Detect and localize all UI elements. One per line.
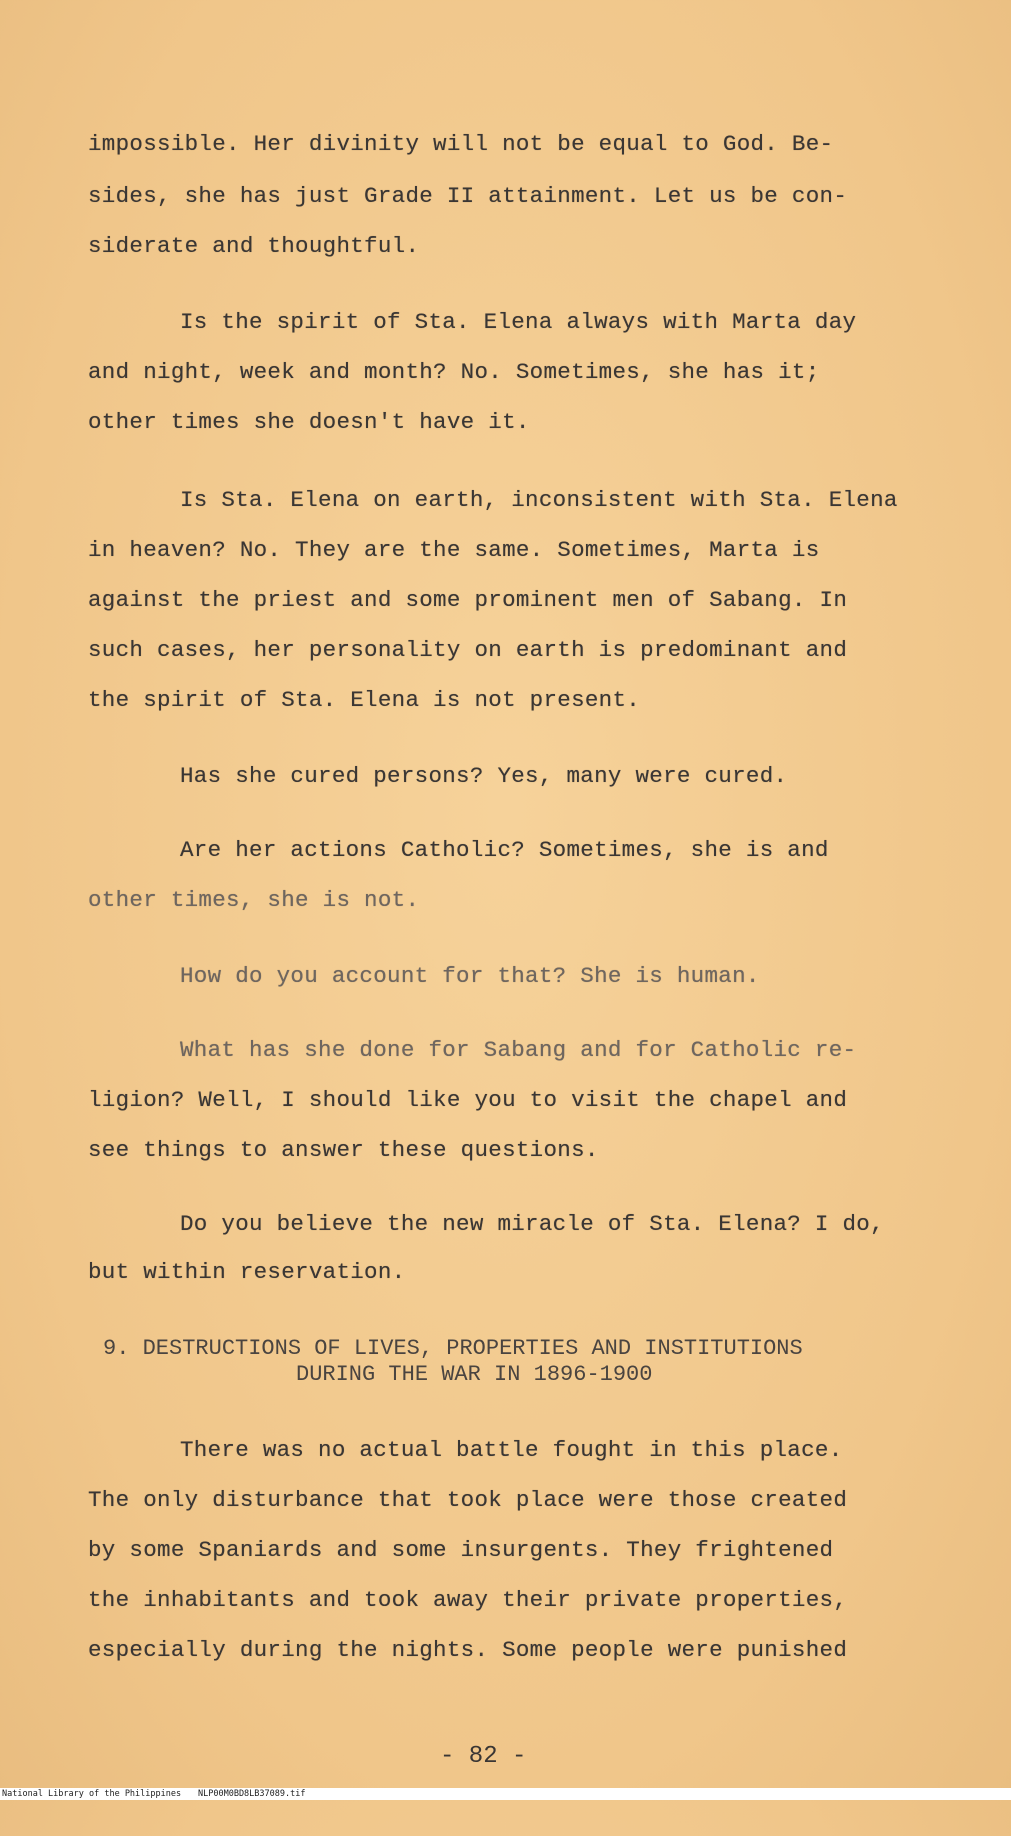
text-line: but within reservation. bbox=[88, 1259, 406, 1285]
section-heading: 9. DESTRUCTIONS OF LIVES, PROPERTIES AND INSTITUTIONS bbox=[103, 1336, 803, 1361]
text-line: other times, she is not. bbox=[88, 887, 420, 913]
section-heading-subtitle: DURING THE WAR IN 1896-1900 bbox=[296, 1362, 653, 1387]
text-line: such cases, her personality on earth is predominant and bbox=[88, 637, 848, 663]
text-line: There was no actual battle fought in this place. bbox=[180, 1437, 843, 1463]
text-line: and night, week and month? No. Sometimes, she has it; bbox=[88, 359, 820, 385]
text-line: see things to answer these questions. bbox=[88, 1137, 599, 1163]
scan-footer bbox=[0, 1788, 1011, 1800]
text-line: Is Sta. Elena on earth, inconsistent with Sta. Elena bbox=[180, 487, 898, 513]
text-line: What has she done for Sabang and for Catholic re- bbox=[180, 1037, 857, 1063]
text-line: Do you believe the new miracle of Sta. Elena? I do, bbox=[180, 1211, 884, 1237]
text-line: siderate and thoughtful. bbox=[88, 233, 420, 259]
text-line: impossible. Her divinity will not be equal to God. Be- bbox=[88, 131, 834, 157]
page-number: - 82 - bbox=[440, 1743, 527, 1770]
text-line: ligion? Well, I should like you to visit the chapel and bbox=[88, 1087, 848, 1113]
text-line: Is the spirit of Sta. Elena always with Marta day bbox=[180, 309, 857, 335]
text-line: other times she doesn't have it. bbox=[88, 409, 530, 435]
footer-library-name: National Library of the Philippines bbox=[2, 1789, 182, 1799]
text-line: the inhabitants and took away their private properties, bbox=[88, 1587, 848, 1613]
footer-file-id: NLP00M0BD8LB37089.tif bbox=[198, 1789, 306, 1799]
text-line: The only disturbance that took place were those created bbox=[88, 1487, 848, 1513]
text-line: by some Spaniards and some insurgents. They frightened bbox=[88, 1537, 834, 1563]
text-line: in heaven? No. They are the same. Sometimes, Marta is bbox=[88, 537, 820, 563]
text-line: against the priest and some prominent men of Sabang. In bbox=[88, 587, 848, 613]
text-line: Are her actions Catholic? Sometimes, she is and bbox=[180, 837, 829, 863]
text-line: the spirit of Sta. Elena is not present. bbox=[88, 687, 641, 713]
text-line: sides, she has just Grade II attainment. Let us be con- bbox=[88, 183, 848, 209]
text-line: Has she cured persons? Yes, many were cured. bbox=[180, 763, 788, 789]
text-line: especially during the nights. Some people were punished bbox=[88, 1637, 848, 1663]
text-line: How do you account for that? She is human. bbox=[180, 963, 760, 989]
